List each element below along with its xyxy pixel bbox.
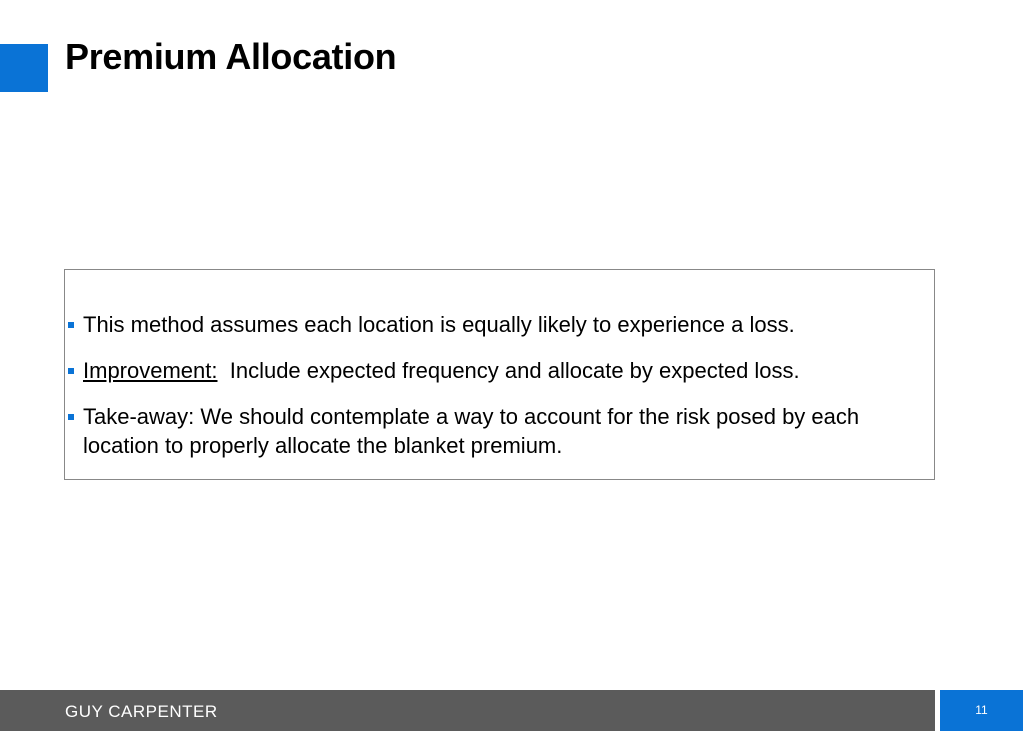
square-bullet-icon [68,368,74,374]
content-box [64,269,935,480]
title-accent-block [0,44,48,92]
bullet-item-equal-likelihood [65,310,905,339]
page-title: Premium Allocation [65,36,397,77]
square-bullet-icon [68,322,74,328]
page-number-box [940,690,1023,731]
bullet-list [65,310,905,460]
bullet-text: Take-away: We should contemplate a way to account for the risk posed by each location to properly allocate the blanket premium. [83,404,860,458]
bullet-item-improvement [65,356,905,385]
footer-bar [0,690,935,731]
page-number: 11 [975,703,988,717]
footer-brand-logo: GUY CARPENTER [65,702,218,721]
bullet-text: Include expected frequency and allocate by expected loss. [217,358,800,383]
bullet-text: This method assumes each location is equally likely to experience a loss. [83,312,795,337]
square-bullet-icon [68,414,74,420]
bullet-item-take-away [65,402,905,460]
bullet-label: Improvement: [83,358,218,383]
